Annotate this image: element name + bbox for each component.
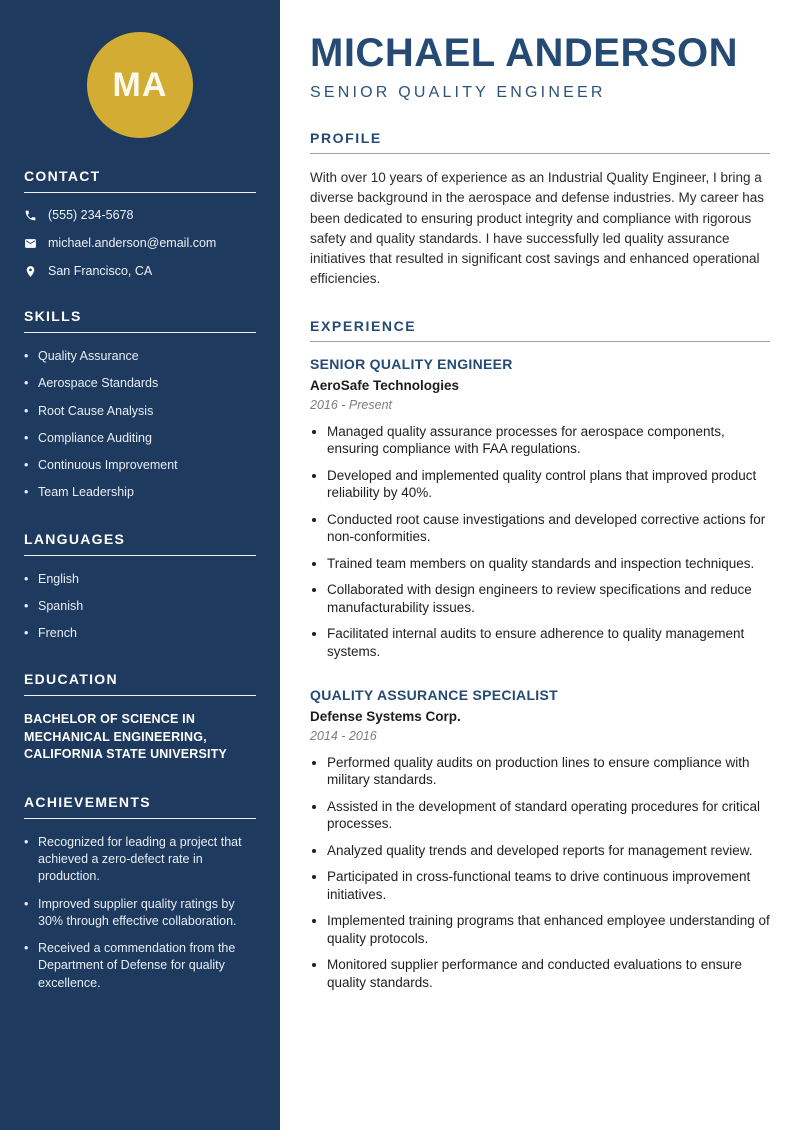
contact-email: michael.anderson@email.com: [48, 236, 217, 250]
job-bullet-list: [327, 423, 770, 661]
job-title: SENIOR QUALITY ENGINEER: [310, 355, 513, 372]
job-company: Defense Systems Corp.: [310, 708, 461, 724]
job-bullet: • Conducted root cause investigations and developed corrective actions for non-conformities.: [327, 511, 770, 546]
skill-item: • Aerospace Standards: [24, 375, 256, 391]
candidate-headline: SENIOR QUALITY ENGINEER: [310, 84, 606, 101]
job-bullet-list: [327, 754, 770, 992]
contact-section: [24, 168, 256, 278]
job-entry: [310, 687, 770, 992]
phone-icon: [24, 209, 37, 222]
education-section: [24, 671, 256, 764]
skill-item: • Continuous Improvement: [24, 457, 256, 473]
language-item: • English: [24, 571, 256, 587]
job-bullet: • Participated in cross-functional teams to drive continuous improvement initiatives.: [327, 868, 770, 903]
job-bullet: • Analyzed quality trends and developed reports for management review.: [327, 842, 770, 860]
avatar: [87, 32, 193, 138]
job-bullet: • Facilitated internal audits to ensure adherence to quality management systems.: [327, 625, 770, 660]
candidate-name: MICHAEL ANDERSON: [310, 31, 739, 75]
skill-item: • Root Cause Analysis: [24, 403, 256, 419]
contact-item-phone: [24, 208, 256, 222]
languages-heading: LANGUAGES: [24, 531, 256, 556]
job-bullet: • Performed quality audits on production lines to ensure compliance with military standards.: [327, 754, 770, 789]
skill-item: • Compliance Auditing: [24, 430, 256, 446]
languages-list: [24, 571, 256, 642]
skill-item: • Team Leadership: [24, 484, 256, 500]
job-bullet: • Managed quality assurance processes for aerospace components, ensuring compliance with FAA regulations.: [327, 423, 770, 458]
job-dates: 2016 - Present: [310, 397, 392, 412]
main-content: [280, 0, 800, 1130]
sidebar: [0, 0, 280, 1130]
contact-heading: CONTACT: [24, 168, 256, 193]
job-bullet: • Collaborated with design engineers to review specifications and reduce manufacturability issues.: [327, 581, 770, 616]
job-bullet: • Monitored supplier performance and conducted evaluations to ensure quality standards.: [327, 956, 770, 991]
contact-location: San Francisco, CA: [48, 264, 153, 278]
skill-item: • Quality Assurance: [24, 348, 256, 364]
languages-section: [24, 531, 256, 642]
language-item: • French: [24, 625, 256, 641]
job-title: QUALITY ASSURANCE SPECIALIST: [310, 686, 558, 703]
avatar-initials: MA: [112, 65, 168, 104]
achievements-heading: ACHIEVEMENTS: [24, 794, 256, 819]
achievements-section: [24, 794, 256, 992]
profile-text: With over 10 years of experience as an Industrial Quality Engineer, I bring a diverse background in the aerospace and defense industries. My career has been dedicated to ensuring product integrity and compliance with rigorous safety and quality standards. I have successfully led quality assurance initiatives that resulted in significant cost savings and enhanced operational efficiencies.: [310, 170, 765, 287]
experience-section: [310, 318, 770, 992]
experience-heading: EXPERIENCE: [310, 318, 770, 342]
contact-item-email: [24, 236, 256, 250]
profile-heading: PROFILE: [310, 130, 770, 154]
job-bullet: • Trained team members on quality standards and inspection techniques.: [327, 555, 770, 573]
language-item: • Spanish: [24, 598, 256, 614]
achievement-item: • Recognized for leading a project that achieved a zero-defect rate in production.: [24, 834, 256, 886]
job-bullet: • Assisted in the development of standard operating procedures for critical processes.: [327, 798, 770, 833]
education-heading: EDUCATION: [24, 671, 256, 696]
job-bullet: • Developed and implemented quality control plans that improved product reliability by 40%.: [327, 467, 770, 502]
location-icon: [24, 265, 37, 278]
profile-section: [310, 130, 770, 290]
contact-item-location: [24, 264, 256, 278]
email-icon: [24, 237, 37, 250]
contact-phone: (555) 234-5678: [48, 208, 134, 222]
job-bullet: • Implemented training programs that enhanced employee understanding of quality protocols.: [327, 912, 770, 947]
skills-list: [24, 348, 256, 501]
job-company: AeroSafe Technologies: [310, 377, 460, 393]
achievement-item: • Improved supplier quality ratings by 30% through effective collaboration.: [24, 896, 256, 931]
job-dates: 2014 - 2016: [310, 728, 377, 743]
education-degree: BACHELOR OF SCIENCE IN MECHANICAL ENGINEERING, CALIFORNIA STATE UNIVERSITY: [24, 712, 228, 762]
skills-section: [24, 308, 256, 501]
achievement-item: • Received a commendation from the Department of Defense for quality excellence.: [24, 940, 256, 992]
achievements-list: [24, 834, 256, 992]
skills-heading: SKILLS: [24, 308, 256, 333]
job-entry: [310, 356, 770, 661]
